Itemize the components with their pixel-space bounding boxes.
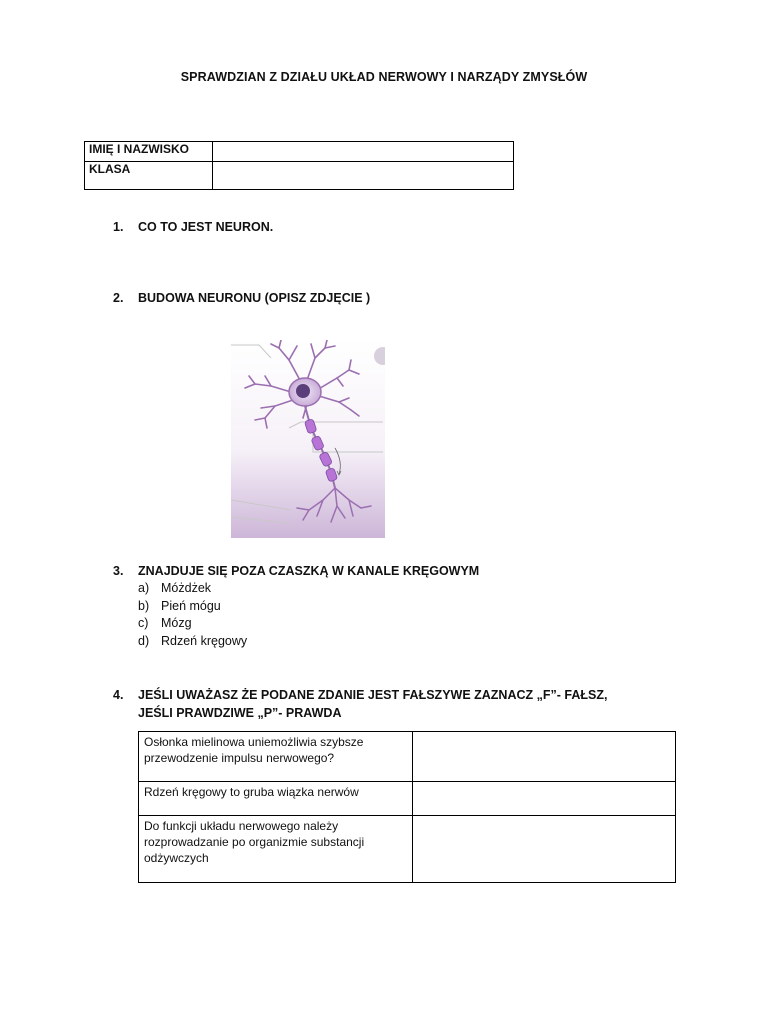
table-row <box>85 142 514 162</box>
question-3 <box>113 564 479 578</box>
student-info-table <box>84 141 514 190</box>
table-row <box>85 162 514 190</box>
question-text: CO TO JEST NEURON. <box>138 220 274 234</box>
class-label: KLASA <box>85 162 213 190</box>
question-text: BUDOWA NEURONU (OPISZ ZDJĘCIE ) <box>138 291 371 305</box>
table-row <box>139 732 676 782</box>
class-field[interactable] <box>213 162 514 190</box>
question-text: JEŚLI UWAŻASZ ŻE PODANE ZDANIE JEST FAŁSZYWE ZAZNACZ „F”- FAŁSZ, JEŚLI PRAWDZIWE „P”- PRAWDA <box>138 688 608 720</box>
answer-cell[interactable] <box>413 816 676 883</box>
name-field[interactable] <box>213 142 514 162</box>
option-a[interactable]: a) Móżdżek <box>138 581 212 595</box>
option-c[interactable]: c) Mózg <box>138 616 192 630</box>
statement-cell: Osłonka mielinowa uniemożliwia szybsze przewodzenie impulsu nerwowego? <box>139 732 413 782</box>
page-title: SPRAWDZIAN Z DZIAŁU UKŁAD NERWOWY I NARZĄDY ZMYSŁÓW <box>180 70 588 84</box>
option-d[interactable]: d) Rdzeń kręgowy <box>138 633 248 648</box>
statement-cell: Do funkcji układu nerwowego należy rozprowadzanie po organizmie substancji odżywczych <box>139 816 413 883</box>
question-2 <box>113 291 370 305</box>
question-number: 2. <box>113 291 124 305</box>
true-false-table <box>138 731 676 883</box>
table-row <box>139 782 676 816</box>
question-1 <box>113 220 273 234</box>
table-row <box>139 816 676 883</box>
answer-cell[interactable] <box>413 732 676 782</box>
name-label: IMIĘ I NAZWISKO <box>85 142 213 162</box>
question-4 <box>113 686 633 722</box>
question-number: 4. <box>113 688 124 702</box>
statement-cell: Rdzeń kręgowy to gruba wiązka nerwów <box>139 782 413 816</box>
question-text: ZNAJDUJE SIĘ POZA CZASZKĄ W KANALE KRĘGOWYM <box>138 564 480 578</box>
question-number: 1. <box>113 220 124 234</box>
option-b[interactable]: b) Pień mógu <box>138 598 221 613</box>
question-number: 3. <box>113 564 124 578</box>
answer-options <box>138 580 247 650</box>
neuron-image <box>231 340 385 538</box>
answer-cell[interactable] <box>413 782 676 816</box>
